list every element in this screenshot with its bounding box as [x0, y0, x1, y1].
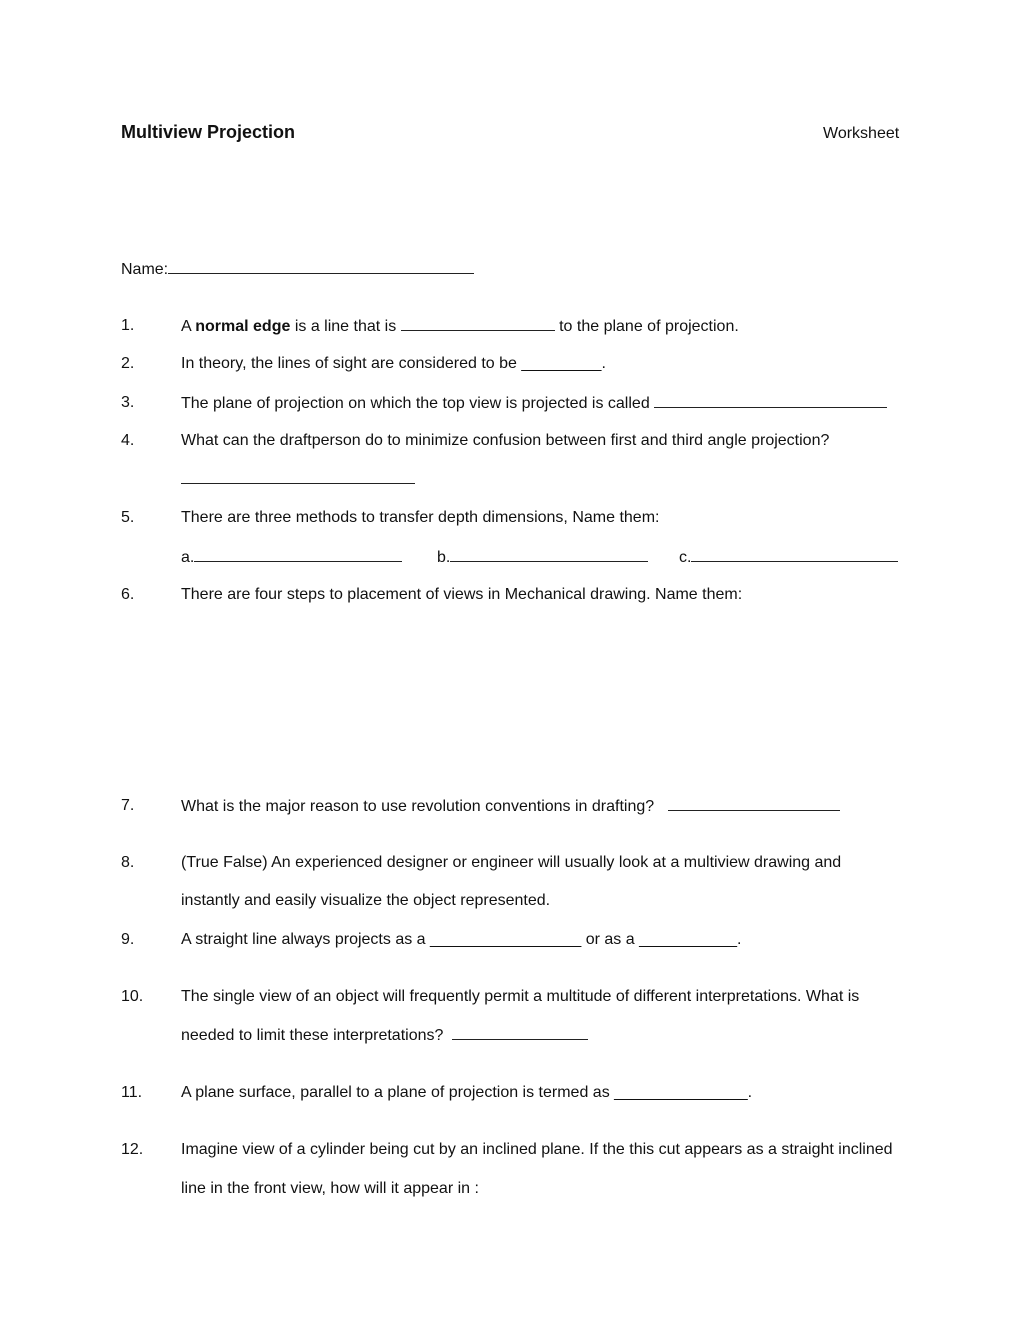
- question-11-number: 11.: [121, 1084, 143, 1101]
- question-4-number: 4.: [121, 432, 135, 449]
- question-7-blank[interactable]: [668, 796, 840, 811]
- name-row: [121, 259, 474, 280]
- question-6-number: 6.: [121, 586, 135, 603]
- question-10-number: 10.: [121, 988, 144, 1005]
- question-4-blank[interactable]: [181, 469, 415, 484]
- question-5-option-c: [679, 547, 898, 568]
- question-4-blank-row: [181, 469, 415, 490]
- question-9-text: A straight line always projects as a _________________ or as a ___________.: [181, 931, 742, 948]
- option-b-label: b.: [437, 549, 451, 566]
- question-5-number: 5.: [121, 509, 135, 526]
- question-8-number: 8.: [121, 854, 135, 871]
- question-1-term: normal edge: [195, 318, 291, 335]
- question-11-text: A plane surface, parallel to a plane of projection is termed as _______________.: [181, 1084, 753, 1101]
- question-3-blank[interactable]: [654, 393, 887, 408]
- question-8-text: (True False) An experienced designer or engineer will usually look at a multiview drawing and: [181, 854, 842, 871]
- question-7-number: 7.: [121, 797, 135, 814]
- option-c-label: c.: [679, 549, 692, 566]
- question-10-blank[interactable]: [452, 1025, 588, 1040]
- worksheet-label: Worksheet: [823, 125, 900, 142]
- question-2-number: 2.: [121, 355, 135, 372]
- option-b-blank[interactable]: [450, 547, 648, 562]
- question-1-number: 1.: [121, 317, 135, 334]
- question-10-cont: [181, 1025, 588, 1046]
- question-9-number: 9.: [121, 931, 135, 948]
- option-c-blank[interactable]: [691, 547, 898, 562]
- name-label: Name:: [121, 261, 169, 278]
- page-title: Multiview Projection: [121, 122, 296, 142]
- question-3-number: 3.: [121, 394, 135, 411]
- question-10-text: The single view of an object will frequently permit a multitude of different interpretations. What is: [181, 988, 860, 1005]
- question-2-text: In theory, the lines of sight are considered to be _________.: [181, 355, 606, 372]
- question-12-text-cont: line in the front view, how will it appear in :: [181, 1180, 479, 1197]
- question-5-option-b: [437, 547, 648, 568]
- question-3-text: The plane of projection on which the top view is projected is called: [181, 395, 650, 412]
- question-1: [181, 316, 739, 337]
- question-1-pre: A: [181, 318, 196, 335]
- question-12-number: 12.: [121, 1141, 144, 1158]
- question-12-text: Imagine view of a cylinder being cut by an inclined plane. If the this cut appears as a straight inclined: [181, 1141, 893, 1158]
- question-1-blank[interactable]: [401, 316, 555, 331]
- question-10-text-cont: needed to limit these interpretations?: [181, 1027, 444, 1044]
- option-a-label: a.: [181, 549, 195, 566]
- question-3: [181, 393, 887, 414]
- question-5-text: There are three methods to transfer depth dimensions, Name them:: [181, 509, 660, 526]
- question-7-text: What is the major reason to use revolution conventions in drafting?: [181, 798, 655, 815]
- question-1-mid: is a line that is: [290, 318, 401, 335]
- option-a-blank[interactable]: [194, 547, 402, 562]
- question-5-option-a: [181, 547, 402, 568]
- name-blank[interactable]: [168, 259, 474, 274]
- question-6-text: There are four steps to placement of views in Mechanical drawing. Name them:: [181, 586, 743, 603]
- question-7: [181, 796, 840, 817]
- question-1-post: to the plane of projection.: [554, 318, 739, 335]
- question-8-text-cont: instantly and easily visualize the object represented.: [181, 892, 551, 909]
- question-4-text: What can the draftperson do to minimize confusion between first and third angle projection?: [181, 432, 830, 449]
